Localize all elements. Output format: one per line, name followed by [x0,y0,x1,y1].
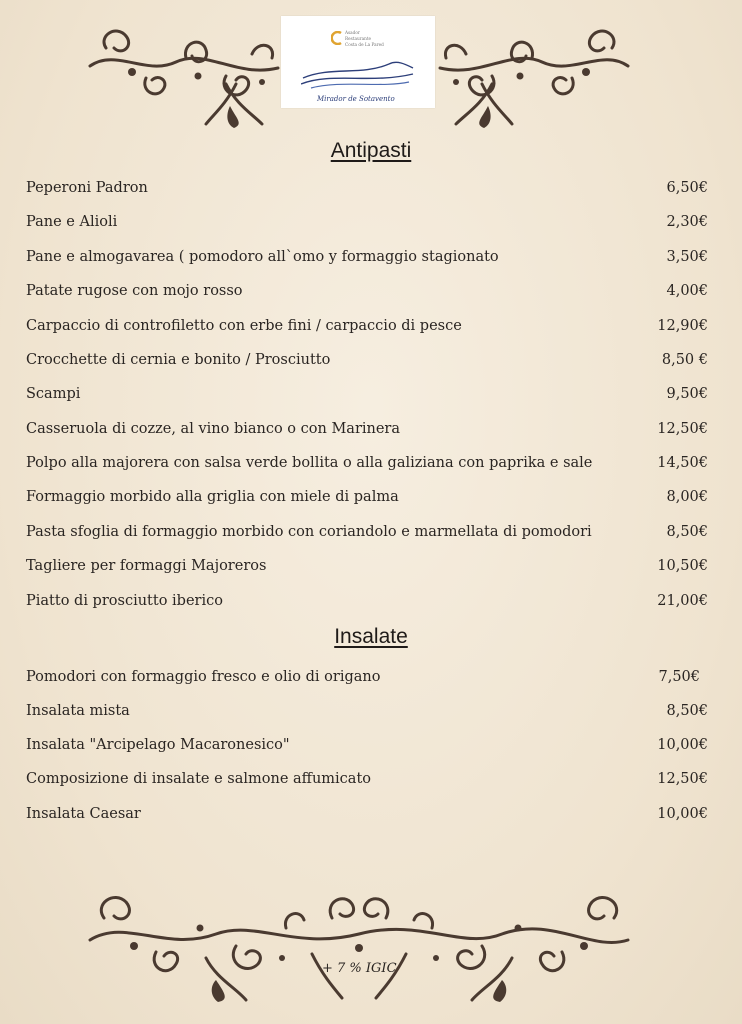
item-price: 21,00€ [657,593,708,609]
menu-item [26,666,708,688]
sun-icon [331,30,343,49]
scroll-ornament-bottom [86,888,632,1006]
item-name: Pomodori con formaggio fresco e olio di origano [26,669,381,685]
menu-item [26,734,708,756]
menu-item [26,418,708,440]
item-price: 7,50€ [658,669,700,685]
section-title-antipasti: Antipasti [330,139,412,162]
item-name: Piatto di prosciutto iberico [26,593,223,609]
menu-item [26,700,708,722]
item-name: Tagliere per formaggi Majoreros [26,558,267,574]
item-name: Polpo alla majorera con salsa verde bollita o alla galiziana con paprika e sale [26,455,593,471]
logo-script-text: Mirador de Sotavento [317,95,395,103]
item-price: 4,00€ [666,283,708,299]
menu-item [26,803,708,825]
menu-item [26,280,708,302]
item-price: 6,50€ [666,180,708,196]
item-name: Pane e almogavarea ( pomodoro all`omo y formaggio stagionato [26,249,499,265]
item-name: Pane e Alioli [26,214,118,230]
menu-item [26,555,708,577]
tax-note: + 7 % IGIC [322,961,397,976]
menu-item [26,177,708,199]
restaurant-logo [281,16,435,108]
item-price: 8,50€ [666,703,708,719]
menu-item [26,521,708,543]
menu-item [26,246,708,268]
item-name: Crocchette di cernia e bonito / Prosciutto [26,352,331,368]
item-price: 2,30€ [666,214,708,230]
menu-item [26,486,708,508]
item-price: 14,50€ [657,455,708,471]
item-price: 12,90€ [657,318,708,334]
menu-item [26,315,708,337]
item-price: 8,50€ [666,524,708,540]
sea-waves-icon [301,58,415,94]
item-price: 3,50€ [666,249,708,265]
item-price: 10,50€ [657,558,708,574]
logo-line-3: Costa de La Pared [345,42,384,47]
item-name: Patate rugose con mojo rosso [26,283,243,299]
item-price: 10,00€ [657,737,708,753]
scroll-ornament-top-left [86,18,282,130]
menu-item [26,590,708,612]
item-name: Composizione di insalate e salmone affumicato [26,771,372,787]
item-name: Scampi [26,386,81,402]
menu-item [26,383,708,405]
logo-line-2: Restaurante [345,36,372,41]
menu-item [26,768,708,790]
item-name: Insalata Caesar [26,806,141,822]
menu-item [26,211,708,233]
item-name: Insalata mista [26,703,130,719]
item-name: Pasta sfoglia di formaggio morbido con coriandolo e marmellata di pomodori [26,524,592,540]
menu-item [26,349,708,371]
logo-line-1: Asador [345,30,360,35]
item-name: Casseruola di cozze, al vino bianco o con Marinera [26,421,401,437]
item-name: Insalata "Arcipelago Macaronesico" [26,737,290,753]
item-price: 10,00€ [657,806,708,822]
item-name: Carpaccio di controfiletto con erbe fini / carpaccio di pesce [26,318,462,334]
item-price: 8,00€ [666,489,708,505]
item-price: 12,50€ [657,421,708,437]
item-name: Formaggio morbido alla griglia con miele di palma [26,489,399,505]
menu-item [26,452,708,474]
item-price: 12,50€ [657,771,708,787]
item-price: 8,50 € [661,352,708,368]
item-price: 9,50€ [666,386,708,402]
scroll-ornament-top-right [436,18,632,130]
section-title-insalate: Insalate [334,625,408,648]
item-name: Peperoni Padron [26,180,148,196]
